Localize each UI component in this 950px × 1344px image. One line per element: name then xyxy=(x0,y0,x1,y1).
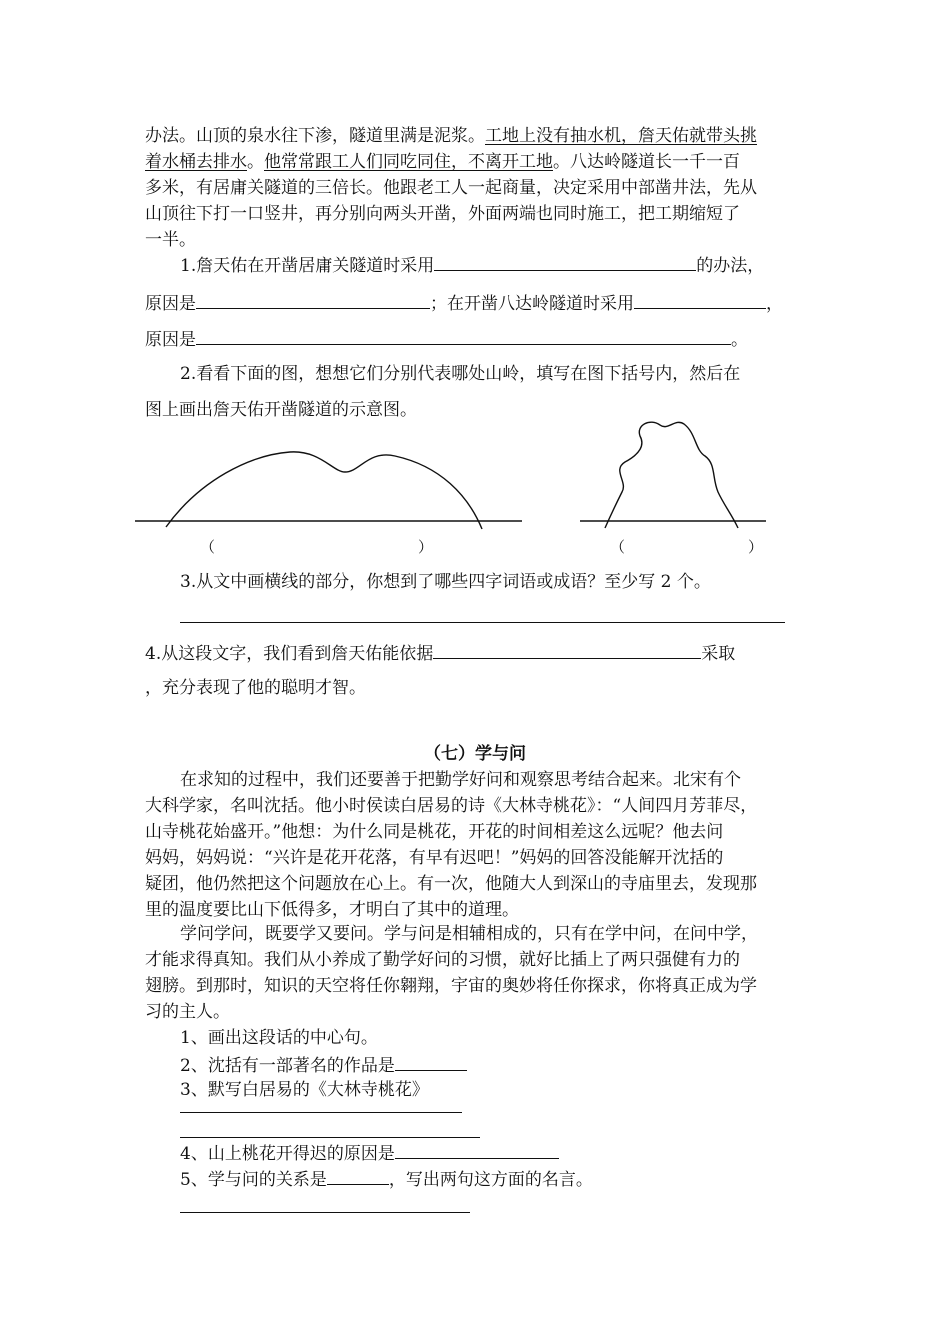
question-4-line-a xyxy=(145,640,810,666)
section7-line: 习的主人。 xyxy=(145,1002,230,1022)
section7-question-1: 1、画出这段话的中心句。 xyxy=(180,1028,378,1048)
text: 办法。山顶的泉水往下渗，隧道里满是泥浆。 xyxy=(145,126,485,146)
q-text: 5、学与问的关系是 xyxy=(180,1170,327,1190)
question-3: 3.从文中画横线的部分，你想到了哪些四字词语或成语？至少写 2 个。 xyxy=(180,572,711,592)
underlined-text: 工地上没有抽水机，詹天佑就带头挑 xyxy=(485,126,757,146)
answer-line-quotes[interactable] xyxy=(180,1212,470,1213)
section7-question-3: 3、默写白居易的《大林寺桃花》 xyxy=(180,1080,429,1100)
q-text: 4.从这段文字，我们看到詹天佑能依据 xyxy=(145,644,434,664)
answer-blank[interactable] xyxy=(327,1166,389,1185)
section-title: （七）学与问 xyxy=(424,744,526,764)
text: 。八达岭隧道长一千一百 xyxy=(553,152,740,172)
text: 。 xyxy=(247,152,264,172)
underlined-text: 他常常跟工人们同吃同住，不离开工地 xyxy=(264,152,553,172)
section7-line: 大科学家，名叫沈括。他小时侯读白居易的诗《大林寺桃花》：“人间四月芳菲尽， xyxy=(145,796,758,816)
mountain-right-outline xyxy=(605,422,738,528)
section7-line: 里的温度要比山下低得多，才明白了其中的道理。 xyxy=(145,900,519,920)
section7-line: 才能求得真知。我们从小养成了勤学好问的习惯，就好比插上了两只强健有力的 xyxy=(145,950,740,970)
question-4-line-b: ，充分表现了他的聪明才智。 xyxy=(145,678,366,698)
section7-line: 学问学问，既要学又要问。学与问是相辅相成的，只有在学中问，在问中学， xyxy=(180,924,758,944)
answer-line-poem-2[interactable] xyxy=(180,1137,480,1138)
passage-line-4: 山顶往下打一口竖井，再分别向两头开凿，外面两端也同时施工，把工期缩短了 xyxy=(145,204,740,224)
q-text: ；在开凿八达岭隧道时采用 xyxy=(430,294,634,314)
paren-open-left: （ xyxy=(200,538,216,556)
section7-line: 翅膀。到那时，知识的天空将任你翱翔，宇宙的奥妙将任你探求，你将真正成为学 xyxy=(145,976,757,996)
q-text: 2、沈括有一部著名的作品是 xyxy=(180,1056,395,1076)
mountain-left-outline xyxy=(166,452,482,529)
answer-blank[interactable] xyxy=(433,640,701,659)
q-text: 1.詹天佑在开凿居庸关隧道时采用 xyxy=(180,256,435,276)
answer-blank[interactable] xyxy=(395,1052,467,1071)
answer-line-poem-1[interactable] xyxy=(180,1112,462,1113)
question-2-line-b: 图上画出詹天佑开凿隧道的示意图。 xyxy=(145,400,417,420)
q-text: 采取 xyxy=(701,644,736,664)
q-text: 4、山上桃花开得迟的原因是 xyxy=(180,1144,395,1164)
q-text: 的办法， xyxy=(696,256,765,276)
paren-close-left: ） xyxy=(418,538,434,556)
q-text: 原因是 xyxy=(145,294,196,314)
section7-line: 疑团，他仍然把这个问题放在心上。有一次，他随大人到深山的寺庙里去，发现那 xyxy=(145,874,757,894)
section7-line: 山寺桃花始盛开。”他想：为什么同是桃花，开花的时间相差这么远呢？他去问 xyxy=(145,822,724,842)
answer-blank[interactable] xyxy=(395,1140,559,1159)
section7-line: 在求知的过程中，我们还要善于把勤学好问和观察思考结合起来。北宋有个 xyxy=(180,770,741,790)
q-text: ，写出两句这方面的名言。 xyxy=(388,1170,593,1190)
answer-line-q3[interactable] xyxy=(180,622,785,623)
passage-line-3: 多米，有居庸关隧道的三倍长。他跟老工人一起商量，决定采用中部凿井法，先从 xyxy=(145,178,757,198)
q-text: ， xyxy=(766,294,783,314)
paren-open-right: （ xyxy=(610,538,626,556)
section7-question-4 xyxy=(180,1140,845,1166)
section7-question-2 xyxy=(180,1052,845,1078)
question-2-line-a: 2.看看下面的图，想想它们分别代表哪处山岭，填写在图下括号内，然后在 xyxy=(180,364,741,384)
q-text: 。 xyxy=(731,330,748,350)
section7-line: 妈妈，妈妈说：“兴许是花开花落，有早有迟吧！”妈妈的回答没能解开沈括的 xyxy=(145,848,724,868)
underlined-text: 着水桶去排水 xyxy=(145,152,247,172)
section7-question-5 xyxy=(180,1166,845,1192)
passage-line-5: 一半。 xyxy=(145,230,196,250)
q-text: 原因是 xyxy=(145,330,196,350)
paren-close-right: ） xyxy=(748,538,764,556)
